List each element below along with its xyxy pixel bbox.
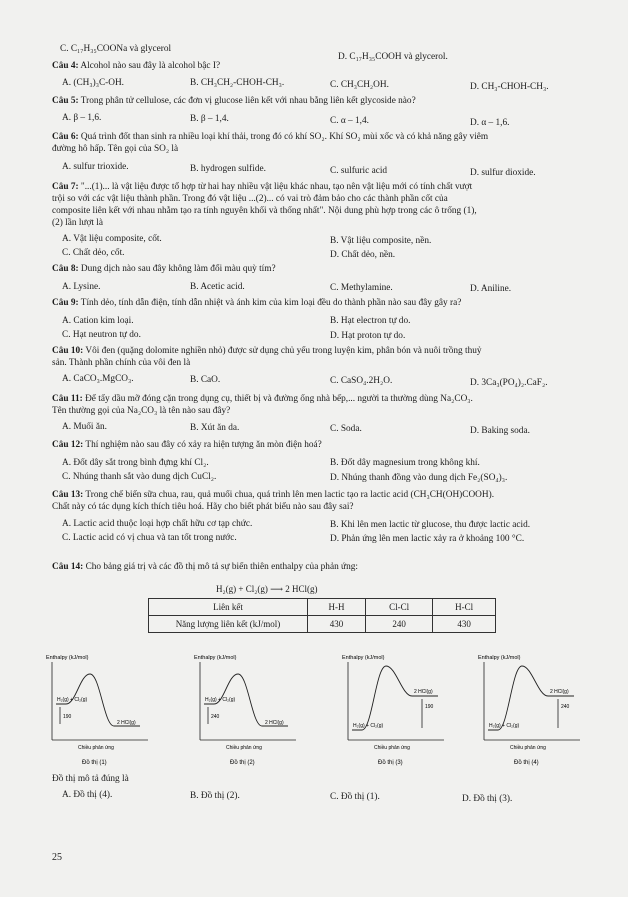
table-cell: 430 (308, 616, 366, 633)
x-axis-label: Chiều phản ứng (78, 745, 114, 751)
q13-text-2: Chất này có tác dụng kích thích tiêu hoá. Hãy cho biết phát biểu nào sau đây sai? (52, 502, 354, 512)
diagram-caption: Đồ thị (2) (230, 760, 255, 766)
q7-text-2: trội so với các vật liệu thành phần. Trong đó vật liệu ...(2)... có vai trò đảm bảo cho các thành phần cốt của (52, 194, 448, 204)
q8-option-d: D. Aniline. (470, 284, 512, 294)
table-row (149, 616, 496, 633)
q11-label: Câu 11: (52, 394, 83, 404)
q10-option-c: C. CaSO₄.2H₂O. (330, 376, 393, 386)
q8-option-b: B. Acetic acid. (190, 282, 245, 292)
q4-option-b: B. CH₃CH₂-CHOH-CH₃. (190, 78, 285, 88)
q14-prompt: Đồ thị mô tả đúng là (52, 774, 129, 784)
q4-label: Câu 4: (52, 61, 79, 71)
q10-text-1: Vôi đen (quặng dolomite nghiền nhỏ) được sử dụng chủ yếu trong luyện kim, phân bón và nuôi trồng thuỷ (83, 346, 482, 356)
page-number: 25 (52, 852, 62, 863)
question-13 (52, 490, 494, 501)
q7-option-d: D. Chất dẻo, nền. (330, 250, 396, 260)
q13-text-1: Trong chế biến sữa chua, rau, quả muối chua, quá trình lên men lactic tạo ra lactic acid (CH₃CH(OH)COOH). (83, 490, 495, 500)
table-cell: 240 (366, 616, 433, 633)
q10-option-a: A. CaCO₃.MgCO₃. (62, 374, 134, 384)
q6-text-2: đường hô hấp. Tên gọi của SO₂ là (52, 144, 179, 154)
x-axis-label: Chiều phản ứng (374, 745, 410, 751)
q14-text: Cho bảng giá trị và các đồ thị mô tả sự biến thiên enthalpy của phản ứng: (83, 562, 358, 572)
q9-option-d: D. Hạt proton tự do. (330, 331, 406, 341)
q10-text-2: sản. Thành phần chính của vôi đen là (52, 358, 191, 368)
q-top-option-c: C. C₁₇H₃₅COONa và glycerol (60, 44, 172, 54)
question-14 (52, 562, 358, 573)
diagram-caption: Đồ thị (1) (82, 760, 107, 766)
q12-option-c: C. Nhúng thanh sắt vào dung dịch CuCl₂. (62, 472, 217, 482)
q5-text: Trong phân tử cellulose, các đơn vị glucose liên kết với nhau bằng liên kết glycoside nào? (78, 96, 416, 106)
q11-option-b: B. Xút ăn da. (190, 423, 240, 433)
q9-text: Tính dẻo, tính dẫn điện, tính dẫn nhiệt và ánh kim của kim loại đều do thành phần nào sau đây gây ra? (78, 298, 462, 308)
diagram-caption: Đồ thị (3) (378, 760, 403, 766)
energy-curve (488, 666, 574, 730)
product-label: 2 HCl(g) (414, 689, 433, 695)
q7-text-4: (2) lần lượt là (52, 218, 104, 228)
reactants-label: H₂(g) + Cl₂(g) (353, 723, 384, 729)
reactants-label: H₂(g) + Cl₂(g) (205, 697, 236, 703)
q8-label: Câu 8: (52, 264, 79, 274)
diagram-caption: Đồ thị (4) (514, 760, 539, 766)
q6-option-c: C. sulfuric acid (330, 166, 388, 176)
q12-text: Thí nghiệm nào sau đây có xảy ra hiện tượng ăn mòn điện hoá? (83, 440, 322, 450)
q14-option-a: A. Đồ thị (4). (62, 790, 113, 800)
q5-option-a: A. β – 1,6. (62, 113, 102, 123)
product-label: 2 HCl(g) (117, 720, 136, 726)
q14-option-c: C. Đồ thị (1). (330, 792, 380, 802)
q6-text-1: Quá trình đốt than sinh ra nhiều loại khí thải, trong đó có khí SO₂. Khí SO₂ mùi xốc và có khả năng gây viêm (78, 132, 489, 142)
question-10 (52, 346, 482, 357)
table-header-row (149, 599, 496, 616)
product-label: 2 HCl(g) (550, 689, 569, 695)
q14-option-d: D. Đồ thị (3). (462, 794, 513, 804)
q13-option-c: C. Lactic acid có vị chua và tan tốt trong nước. (62, 533, 237, 543)
question-8 (52, 264, 276, 275)
y-axis-label: Enthalpy (kJ/mol) (194, 655, 237, 661)
reaction-equation: H₂(g) + Cl₂(g) ⟶ 2 HCl(g) (216, 584, 318, 594)
y-axis-label: Enthalpy (kJ/mol) (478, 655, 521, 661)
q4-option-c: C. CH₃CH₂OH. (330, 80, 389, 90)
q10-option-b: B. CaO. (190, 375, 221, 385)
question-12 (52, 440, 322, 451)
q9-option-b: B. Hạt electron tự do. (330, 316, 411, 326)
q4-text: Alcohol nào sau đây là alcohol bậc I? (78, 61, 221, 71)
table-cell: Năng lượng liên kết (kJ/mol) (149, 616, 308, 633)
q12-label: Câu 12: (52, 440, 84, 450)
table-cell: Cl-Cl (366, 599, 433, 616)
q4-option-d: D. CH₃-CHOH-CH₃. (470, 82, 549, 92)
q10-option-d: D. 3Ca₃(PO₄)₂.CaF₂. (470, 378, 548, 388)
question-5 (52, 96, 416, 107)
table-cell: 430 (433, 616, 496, 633)
delta-h-value: 240 (561, 704, 570, 710)
q9-label: Câu 9: (52, 298, 79, 308)
delta-h-value: 190 (425, 704, 434, 710)
q7-text-1: "...(1)... là vật liệu được tổ hợp từ hai hay nhiều vật liệu khác nhau, tạo nên vật liệu mới có tính chất vượt (78, 182, 473, 192)
question-9 (52, 298, 461, 309)
x-axis-label: Chiều phản ứng (510, 745, 546, 751)
q7-option-c: C. Chất dẻo, cốt. (62, 248, 125, 258)
q7-label: Câu 7: (52, 182, 79, 192)
enthalpy-diagram-2 (192, 652, 328, 770)
q6-option-a: A. sulfur trioxide. (62, 162, 129, 172)
delta-h-value: 240 (211, 714, 220, 720)
q6-label: Câu 6: (52, 132, 79, 142)
q5-option-d: D. α – 1,6. (470, 118, 510, 128)
q5-label: Câu 5: (52, 96, 79, 106)
question-6 (52, 132, 488, 143)
table-cell: H-Cl (433, 599, 496, 616)
q13-option-a: A. Lactic acid thuộc loại hợp chất hữu cơ tạp chức. (62, 519, 253, 529)
q11-text-2: Tên thường gọi của Na₂CO₃ là tên nào sau đây? (52, 406, 231, 416)
q11-option-d: D. Baking soda. (470, 426, 530, 436)
enthalpy-diagram-3 (340, 652, 476, 770)
product-label: 2 HCl(g) (265, 720, 284, 726)
q4-option-a: A. (CH₃)₃C-OH. (62, 78, 125, 88)
q5-option-b: B. β – 1,4. (190, 114, 229, 124)
enthalpy-diagram-4 (476, 652, 612, 770)
question-4 (52, 61, 220, 72)
bond-energy-table (148, 598, 496, 633)
enthalpy-diagram-1 (44, 652, 180, 770)
table-cell: H-H (308, 599, 366, 616)
energy-curve (352, 666, 438, 730)
q7-text-3: composite liên kết với nhau nhằm tạo ra tính nguyên khối và thống nhất". Nội dung phù hợp trong các ô trống (1), (52, 206, 477, 216)
reactants-label: H₂(g) + Cl₂(g) (57, 697, 88, 703)
q12-option-d: D. Nhúng thanh đồng vào dung dịch Fe₂(SO₄)₃. (330, 473, 508, 483)
q9-option-a: A. Cation kim loại. (62, 316, 134, 326)
q7-option-b: B. Vật liệu composite, nền. (330, 236, 432, 246)
x-axis-label: Chiều phản ứng (226, 745, 262, 751)
table-cell: Liên kết (149, 599, 308, 616)
delta-h-value: 190 (63, 714, 72, 720)
q13-option-d: D. Phản ứng lên men lactic xảy ra ở khoảng 100 °C. (330, 534, 525, 544)
q14-label: Câu 14: (52, 562, 84, 572)
q8-option-a: A. Lysine. (62, 282, 101, 292)
q11-option-c: C. Soda. (330, 424, 362, 434)
q8-text: Dung dịch nào sau đây không làm đổi màu quỳ tím? (78, 264, 276, 274)
q12-option-a: A. Đốt dây sắt trong bình đựng khí Cl₂. (62, 458, 209, 468)
q10-label: Câu 10: (52, 346, 84, 356)
y-axis-label: Enthalpy (kJ/mol) (342, 655, 385, 661)
q6-option-b: B. hydrogen sulfide. (190, 164, 266, 174)
q8-option-c: C. Methylamine. (330, 283, 393, 293)
q11-option-a: A. Muối ăn. (62, 422, 107, 432)
q-top-option-d: D. C₁₇H₃₅COOH và glycerol. (338, 52, 448, 62)
q13-label: Câu 13: (52, 490, 84, 500)
q13-option-b: B. Khi lên men lactic từ glucose, thu được lactic acid. (330, 520, 531, 530)
q6-option-d: D. sulfur dioxide. (470, 168, 536, 178)
q14-option-b: B. Đồ thị (2). (190, 791, 240, 801)
q7-option-a: A. Vật liệu composite, cốt. (62, 234, 162, 244)
question-11 (52, 394, 473, 405)
y-axis-label: Enthalpy (kJ/mol) (46, 655, 89, 661)
reactants-label: H₂(g) + Cl₂(g) (489, 723, 520, 729)
q12-option-b: B. Đốt dây magnesium trong không khí. (330, 458, 480, 468)
q11-text-1: Để tẩy dầu mỡ đóng cặn trong dụng cụ, thiết bị và đường ống nhà bếp,... người ta thường dùng Na₂CO₃. (82, 394, 473, 404)
q5-option-c: C. α – 1,4. (330, 116, 369, 126)
q9-option-c: C. Hạt neutron tự do. (62, 330, 141, 340)
question-7 (52, 182, 472, 193)
